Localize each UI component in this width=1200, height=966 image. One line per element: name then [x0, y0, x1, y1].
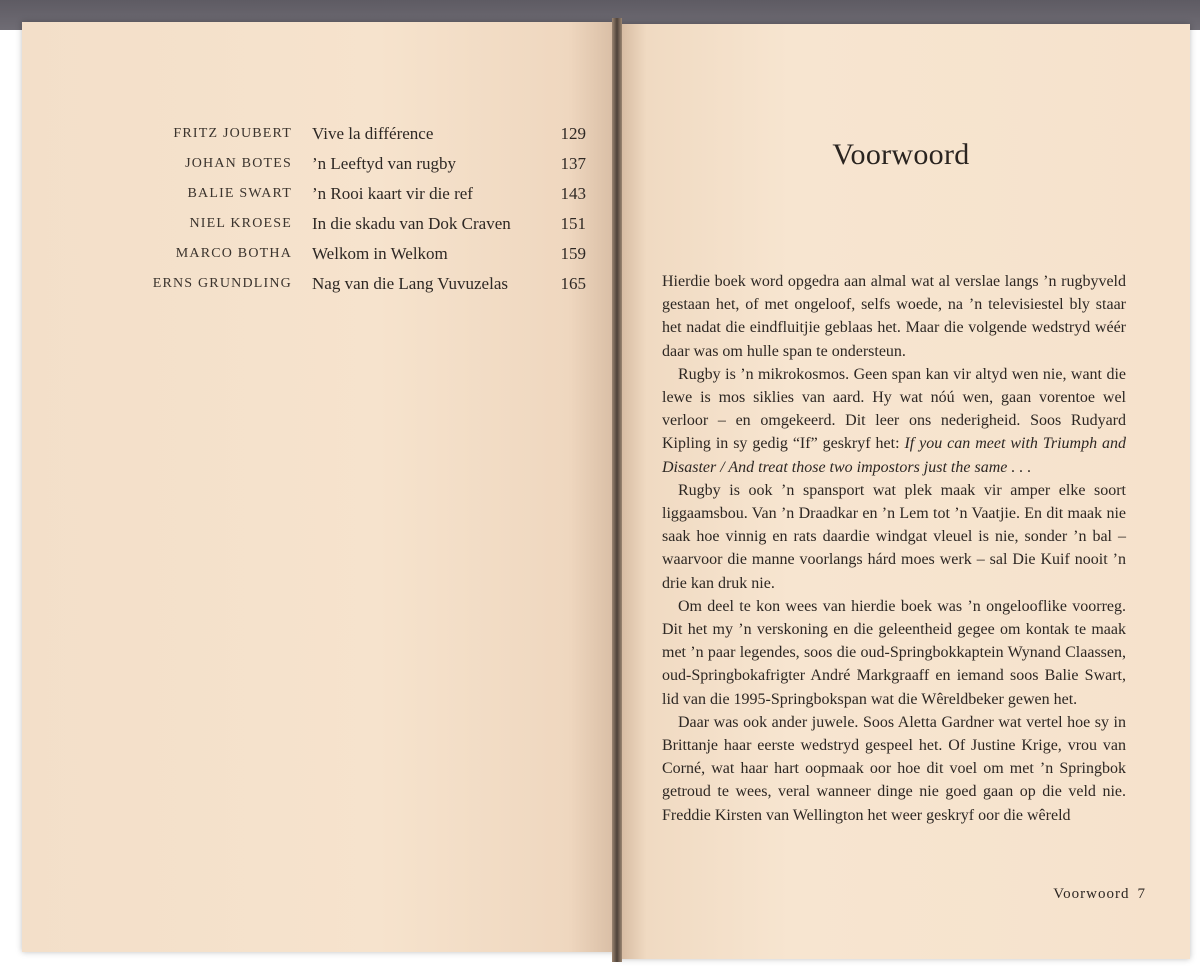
toc-author: ERNS GRUNDLING	[152, 276, 292, 291]
toc-entry	[22, 179, 616, 209]
page-footer	[1053, 886, 1146, 903]
toc-author: BALIE SWART	[187, 186, 292, 201]
paragraph: Rugby is ook ’n spansport wat plek maak vir amper elke soort liggaamsbou. Van ’n Draadkar en ’n Lem tot ’n Vaatjie. En dit maak nie saak hoe vinnig en rats daardie windgat vleuel is nie, sonder ’n bal – waarvoor die manne voorlangs hárd moes werk – sal Die Kuif nooit ’n drie kan druk nie.	[662, 481, 1126, 592]
poem-quote: If you can meet with Triumph and Disaster / And treat those two impostors just the same . . .	[662, 435, 1127, 476]
toc-page-number: 151	[560, 214, 586, 233]
toc-entry	[22, 149, 616, 179]
toc-page-number: 137	[560, 154, 586, 173]
running-footer-label: Voorwoord	[1053, 886, 1130, 902]
paragraph	[662, 363, 1126, 479]
toc-author: NIEL KROESE	[189, 216, 292, 231]
paragraph: Om deel te kon wees van hierdie boek was ’n ongelooflike voorreg. Dit het my ’n verskoning en die geleentheid gegee om kontak te maak met ’n paar legendes, soos die oud-Springbokkaptein Wynand Claassen, oud-Springbokafrigter André Markgraaff en iemand soos Balie Swart, lid van die 1995-Springbokspan wat die Wêreldbeker gewen het.	[662, 597, 1126, 708]
toc-author: FRITZ JOUBERT	[173, 126, 292, 141]
toc-page-number: 143	[560, 184, 586, 203]
paragraph-text: Rugby is ’n mikrokosmos. Geen span kan vir altyd wen nie, want die lewe is mos siklies van aard. Hy wat nóú wen, gaan vorentoe wel verloor – en omgekeerd. Dit leer ons nederigheid. Soos Rudyard Kipling in sy gedig “If” geskryf het:	[662, 365, 1126, 453]
chapter-heading: Voorwoord	[832, 138, 970, 171]
toc-page-number: 165	[560, 274, 586, 293]
toc-author: MARCO BOTHA	[175, 246, 292, 261]
toc-title: In die skadu van Dok Craven	[312, 214, 511, 233]
toc-page-number: 159	[560, 244, 586, 263]
toc-entry	[22, 269, 616, 299]
page-number: 7	[1137, 886, 1146, 902]
toc-title: ’n Rooi kaart vir die ref	[312, 184, 473, 203]
toc-entry	[22, 239, 616, 269]
toc-author: JOHAN BOTES	[185, 156, 292, 171]
toc-page-number: 129	[560, 124, 586, 143]
table-of-contents	[22, 22, 616, 952]
foreword-body	[662, 270, 1126, 827]
toc-entry	[22, 209, 616, 239]
toc-title: Nag van die Lang Vuvuzelas	[312, 274, 508, 293]
paragraph: Daar was ook ander juwele. Soos Aletta Gardner wat vertel hoe sy in Brittanje haar eerste wedstryd gespeel het. Of Justine Krige, vrou van Corné, wat haar hart oopmaak oor hoe dit voel om met ’n Springbok getroud te wees, veral wanneer dinge nie goed gaan op die veld nie. Freddie Kirsten van Wellington het weer geskryf oor die wêreld	[662, 713, 1126, 824]
toc-title: Welkom in Welkom	[312, 244, 448, 263]
toc-title: Vive la différence	[312, 124, 434, 143]
paragraph: Hierdie boek word opgedra aan almal wat al verslae langs ’n rugbyveld gestaan het, of met ongeloof, selfs woede, na ’n televisiestel bly staar het nadat die eindfluitjie geblaas het. Maar die volgende wedstryd wéér daar was om hulle span te ondersteun.	[662, 273, 1126, 360]
toc-title: ’n Leeftyd van rugby	[312, 154, 456, 173]
book-spine	[612, 18, 622, 962]
right-page	[618, 24, 1190, 959]
toc-entry	[22, 119, 616, 149]
left-page	[22, 22, 616, 952]
